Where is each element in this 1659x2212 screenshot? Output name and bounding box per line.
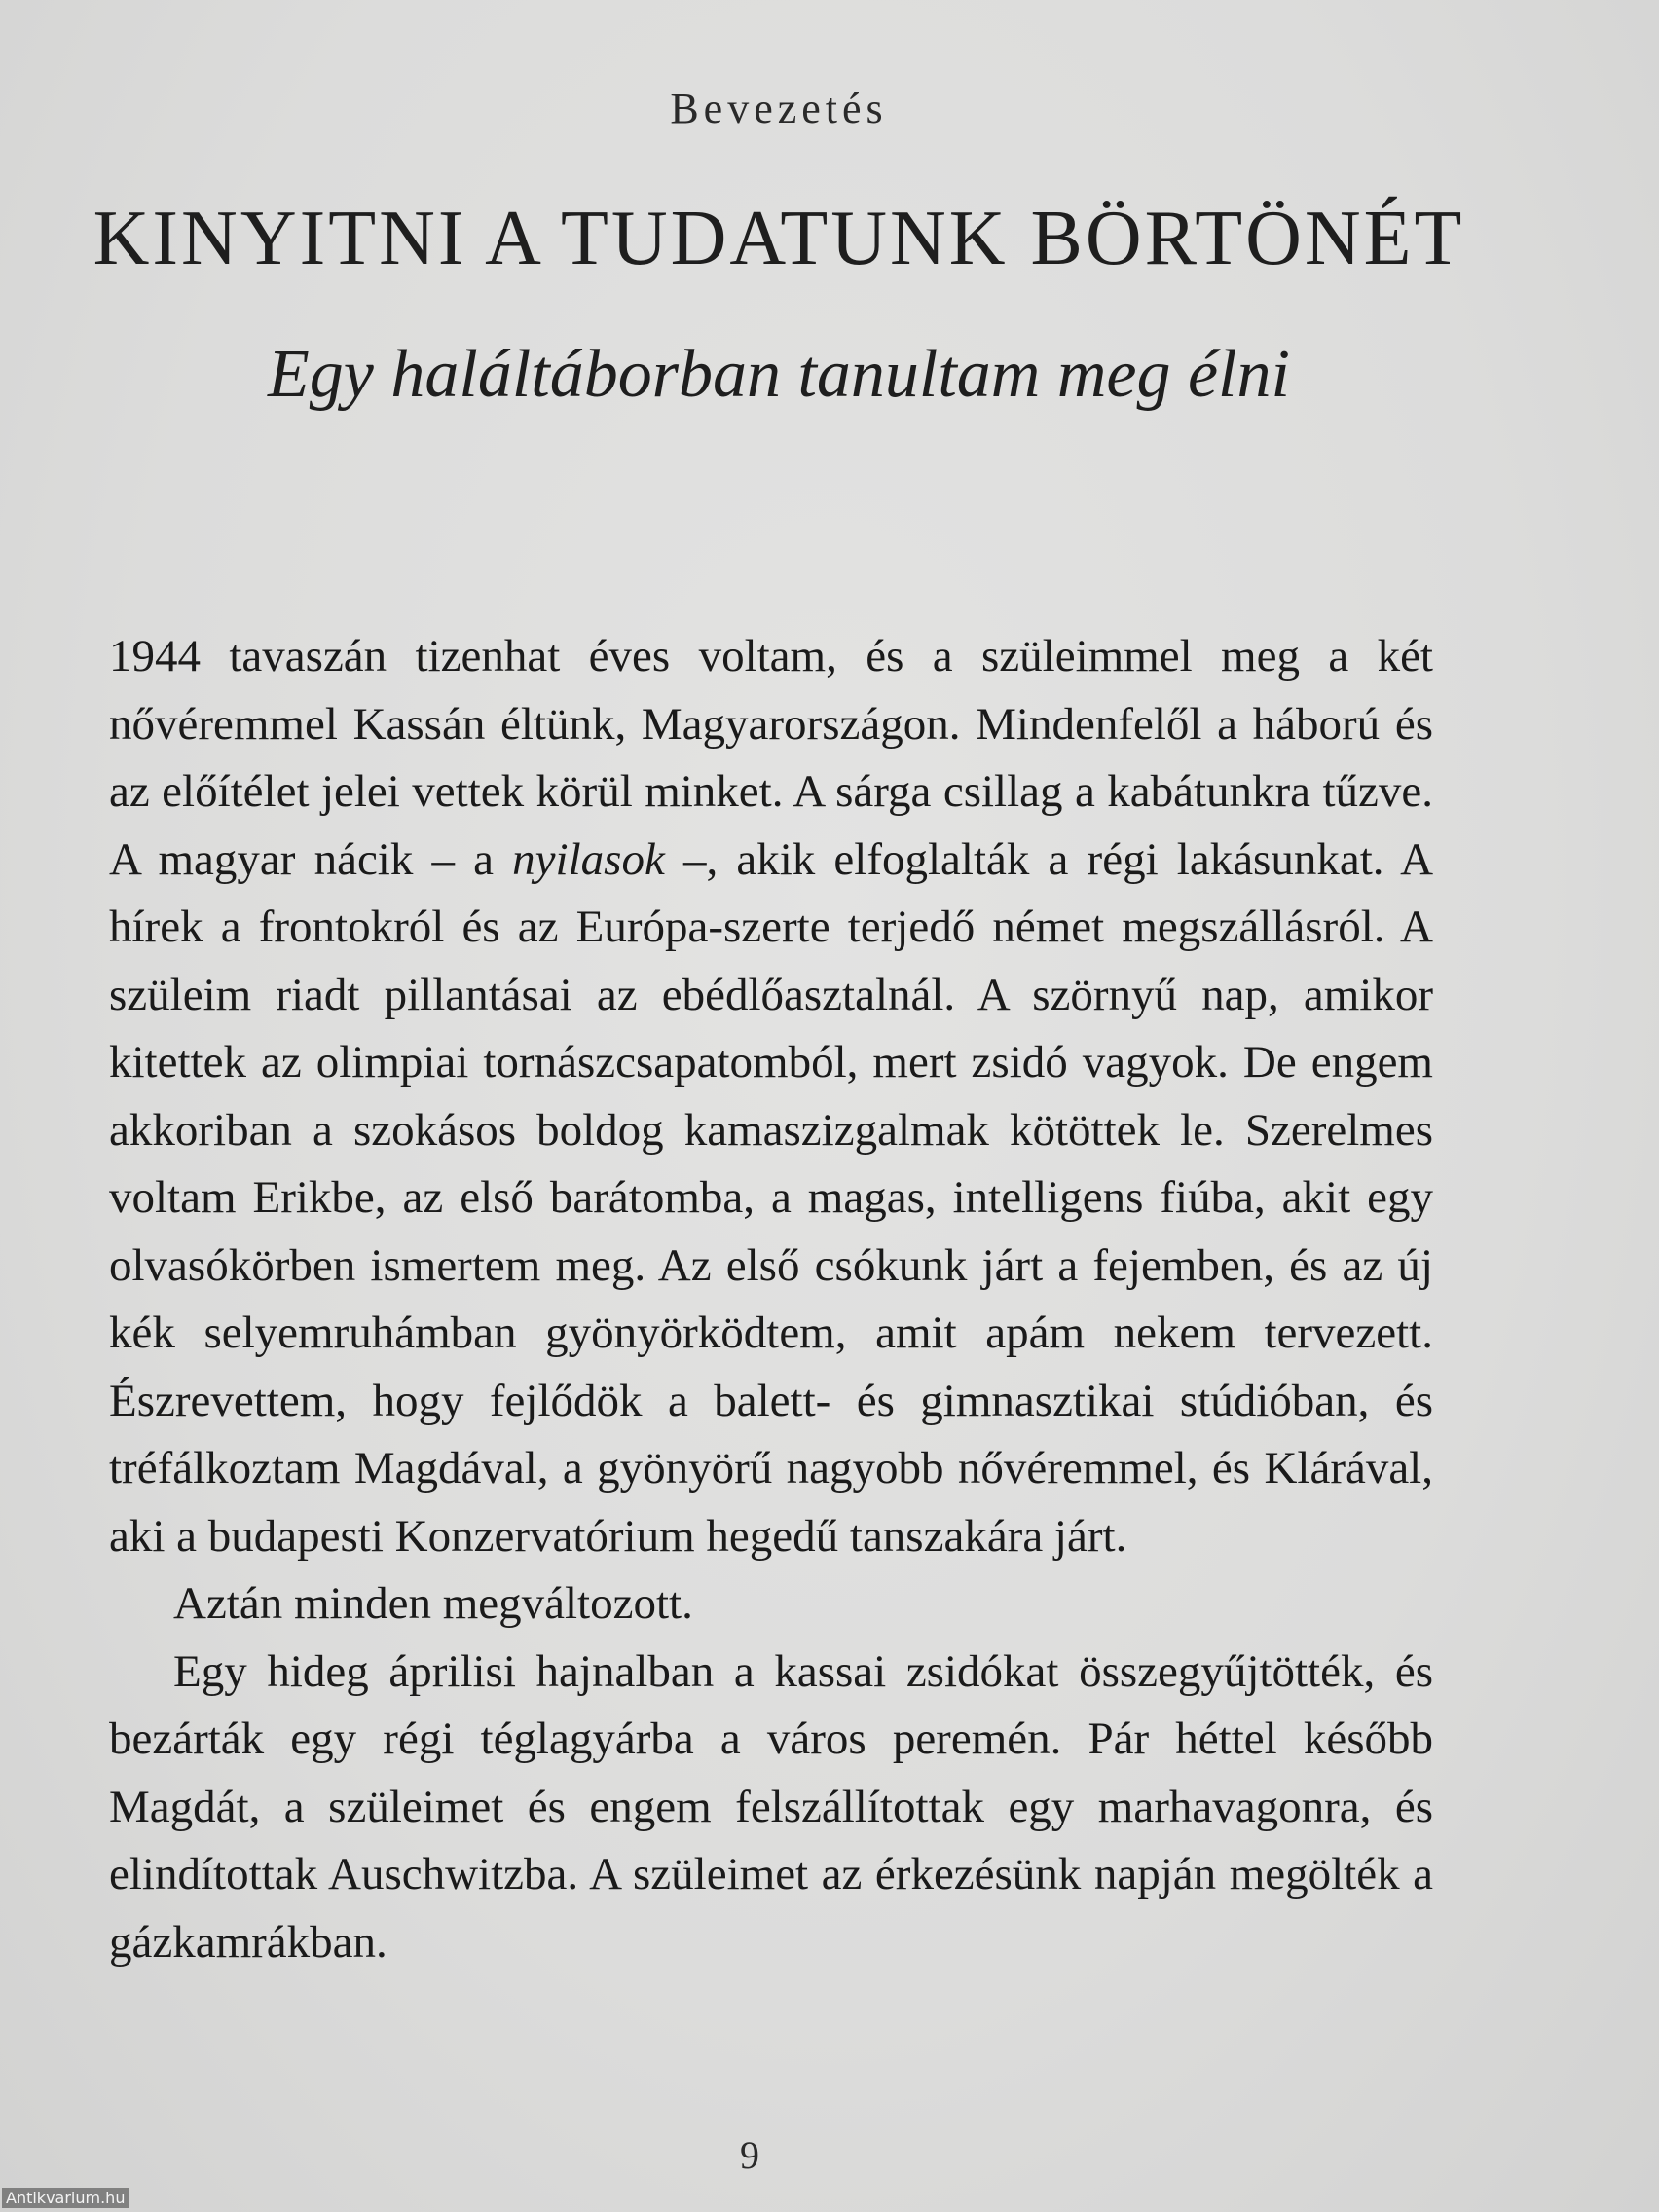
- chapter-title: KINYITNI A TUDATUNK BÖRTÖNÉT: [92, 196, 1465, 281]
- paragraph-emphasis: nyilasok: [512, 833, 665, 885]
- body-text: [109, 623, 1433, 1976]
- paragraph-text: 1944 tavaszán tizenhat éves voltam, és a szüleimmel meg a két nővéremmel Kassán éltünk, Magyarországon. Mindenfelől a háború és az előítélet jelei vettek körül minket. A sárga csillag a kabátunkra tűzve. A magyar nácik – a: [109, 631, 1433, 885]
- chapter-subtitle: Egy haláltáborban tanultam meg élni: [268, 337, 1290, 412]
- paragraph-1: [109, 623, 1433, 1570]
- paragraph-2: [109, 1570, 1433, 1639]
- chapter-label: Bevezetés: [670, 85, 888, 132]
- paragraph-text: Egy hideg áprilisi hajnalban a kassai zsidókat összegyűjtötték, és bezárták egy régi téglagyárba a város peremén. Pár héttel később Magdát, a szüleimet és engem felszállítottak egy marhavagonra, és elindítottak Auschwitzba. A szüleimet az érkezésünk napján megölték a gázkamrákban.: [109, 1645, 1433, 1968]
- watermark: Antikvarium.hu: [2, 2188, 129, 2208]
- paragraph-3: [109, 1639, 1433, 1977]
- paragraph-text: Aztán minden megváltozott.: [173, 1578, 693, 1629]
- paragraph-text: –, akik elfoglalták a régi lakásunkat. A hírek a frontokról és az Európa-szerte terjedő német megszállásról. A szüleim riadt pillantásai az ebédlőasztalnál. A szörnyű nap, amikor kitettek az olimpiai tornászcsapatomból, mert zsidó vagyok. De engem akkoriban a szokásos boldog kamaszizgalmak kötöttek le. Szerelmes voltam Erikbe, az első barátomba, a magas, intelligens fiúba, akit egy olvasókörben ismertem meg. Az első csókunk járt a fejemben, és az új kék selyemruhámban gyönyörködtem, amit apám nekem tervezett. Észrevettem, hogy fejlődök a balett- és gimnasztikai stúdióban, és tréfálkoztam Magdával, a gyönyörű nagyobb nővéremmel, és Klárával, aki a budapesti Konzervatórium hegedű tanszakára járt.: [109, 833, 1434, 1562]
- page-number: 9: [740, 2133, 759, 2177]
